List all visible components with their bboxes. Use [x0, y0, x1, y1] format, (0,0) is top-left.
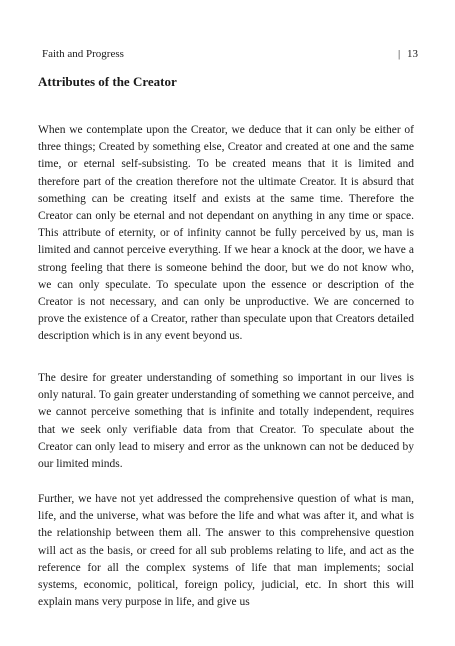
- running-header-title: Faith and Progress: [42, 48, 124, 60]
- body-paragraph-3: Further, we have not yet addressed the comprehensive question of what is man, life, and the universe, what was before the life and what was after it, and what is the relationship between them all. The answer to this comprehensive question will act as the basis, or creed for all sub problems relating to life, and act as the reference for all the complex systems of life that man implements; social systems, economic, political, foreign policy, judicial, etc. In short this will explain mans very purpose in life, and give us: [38, 493, 414, 609]
- running-header: [42, 47, 418, 61]
- running-header-separator: |: [398, 48, 401, 60]
- section-heading: Attributes of the Creator: [38, 74, 177, 89]
- page-number: 13: [407, 48, 418, 60]
- body-paragraph-1: When we contemplate upon the Creator, we deduce that it can only be either of three things; Created by something else, Creator and created at one and the same time, or eternal self-subsisting. To be created means that it is limited and therefore part of the creation therefore not the ultimate Creator. It is absurd that something can be creating itself and exists at the same time. Therefore the Creator can only be eternal and not dependant on anything in any time or space. This attribute of eternity, or of infinity cannot be fully perceived by us, man is limited and cannot perceive everything. If we hear a knock at the door, we have a strong feeling that there is someone behind the door, but we do not know who, we can only speculate. To speculate upon the essence or description of the Creator is not necessary, and can only be unproductive. We are concerned to prove the existence of a Creator, rather than speculate upon that Creators detailed description which is in any event beyond us.: [38, 124, 414, 343]
- body-paragraph-2: The desire for greater understanding of something so important in our lives is only natural. To gain greater understanding of something we cannot perceive, and we cannot perceive something that is infinite and totally independent, requires that we seek only verifiable data from that Creator. To speculate about the Creator can only lead to misery and error as the unknown can not be deduced by our limited minds.: [38, 372, 414, 471]
